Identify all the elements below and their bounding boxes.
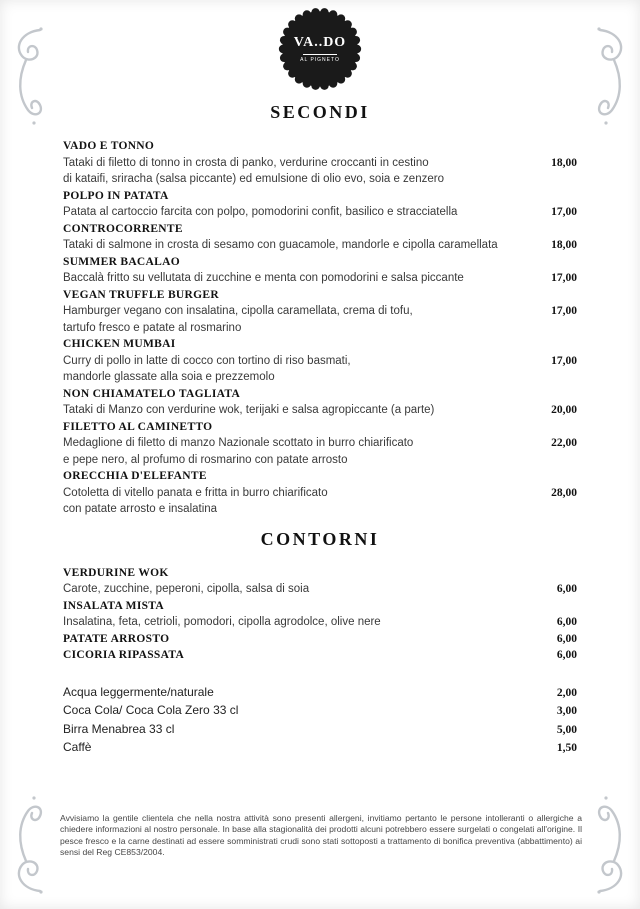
item-desc-row: [63, 171, 577, 188]
item-price: 17,00: [551, 272, 577, 284]
item-name: VADO E TONNO: [63, 140, 155, 152]
item-price: 18,00: [551, 239, 577, 251]
item-name: PATATE ARROSTO: [63, 632, 170, 645]
menu-item: [63, 221, 577, 254]
item-name-row: [63, 287, 577, 304]
item-description: Tataki di salmone in crosta di sesamo con guacamole, mandorle e cipolla caramellata: [63, 239, 498, 251]
menu-item: [63, 138, 577, 188]
item-description: tartufo fresco e patate al rosmarino: [63, 321, 242, 334]
item-price: 17,00: [551, 305, 577, 317]
item-description: e pepe nero, al profumo di rosmarino con patate arrosto: [63, 453, 348, 466]
item-name-row: [63, 221, 577, 238]
item-description: mandorle glassate alla soia e prezzemolo: [63, 371, 275, 383]
item-description: Carote, zucchine, peperoni, cipolla, salsa di soia: [63, 583, 310, 595]
item-description: con patate arrosto e insalatina: [63, 503, 218, 515]
item-name: FILETTO AL CAMINETTO: [63, 420, 213, 433]
section-items: [63, 138, 577, 518]
item-description: Cotoletta di vitello panata e fritta in burro chiarificato: [63, 486, 328, 499]
item-description: Baccalà fritto su vellutata di zucchine e menta con pomodorini e salsa piccante: [63, 272, 464, 284]
item-name-row: [63, 419, 577, 436]
item-description: Medaglione di filetto di manzo Nazionale scottato in burro chiarificato: [63, 437, 414, 449]
item-desc-row: [63, 485, 577, 502]
item-desc-row: [63, 320, 577, 337]
item-price: 6,00: [556, 632, 577, 645]
item-name-row: [63, 254, 577, 271]
drink-price: 2,00: [556, 686, 577, 699]
item-price: 6,00: [556, 583, 577, 595]
drink-price: 3,00: [556, 705, 577, 717]
logo-subtitle: AL PIGNETO: [300, 57, 340, 63]
item-name-row: [63, 336, 577, 353]
item-name-row: [63, 468, 577, 485]
item-desc-row: [63, 501, 577, 518]
menu-item: [63, 386, 577, 419]
logo-text-group: [278, 7, 362, 91]
drink-name: Birra Menabrea 33 cl: [63, 721, 175, 736]
drink-row: [63, 721, 577, 740]
item-desc-row: [63, 270, 577, 287]
corner-flourish-bottom-right: [594, 791, 630, 895]
menu-sections: [63, 102, 577, 664]
drinks-list: [63, 684, 577, 758]
item-desc-row: [63, 614, 577, 631]
item-name: SUMMER BACALAO: [63, 255, 180, 268]
item-desc-row: [63, 435, 577, 452]
item-name: VEGAN TRUFFLE BURGER: [63, 288, 219, 301]
item-name-row: [63, 565, 577, 582]
item-name: CICORIA RIPASSATA: [63, 649, 185, 661]
menu-item: [63, 631, 577, 648]
item-description: di kataifi, sriracha (salsa piccante) ed emulsione di olio evo, soia e zenzero: [63, 173, 444, 185]
item-description: Tataki di filetto di tonno in crosta di panko, verdurine croccanti in cestino: [63, 156, 429, 169]
drink-price: 1,50: [556, 742, 577, 754]
item-price: 28,00: [551, 486, 577, 499]
item-price: 22,00: [551, 437, 577, 449]
item-price: 18,00: [551, 156, 577, 169]
item-name-row: [63, 647, 577, 664]
item-price: 6,00: [556, 616, 577, 628]
item-name-row: [63, 188, 577, 205]
item-description: Insalatina, feta, cetrioli, pomodori, cipolla agrodolce, olive nere: [63, 616, 381, 628]
menu-item: [63, 254, 577, 287]
item-price: 20,00: [551, 404, 577, 416]
item-name-row: [63, 598, 577, 615]
allergen-footer-note: Avvisiamo la gentile clientela che nella nostra attività sono presenti allergeni, invitiamo pertanto le persone intolleranti o allergiche a chiedere informazioni al nostro personale. In base alla stagionalità dei prodotti alcuni potrebbero essere surgelati o congelati all'origine. Il pesce fresco e la carne destinati ad essere somministrati crudi sono stati sottoposti a trattamento di bonifica preventiva (abbattimento) ai sensi del Reg CE853/2004.: [60, 812, 582, 858]
item-description: Hamburger vegano con insalatina, cipolla caramellata, crema di tofu,: [63, 305, 413, 317]
item-price: 17,00: [551, 206, 577, 218]
logo-divider: [303, 54, 337, 55]
item-desc-row: [63, 237, 577, 254]
menu-item: [63, 468, 577, 518]
item-price: 6,00: [556, 649, 577, 661]
item-description: Curry di pollo in latte di cocco con tortino di riso basmati,: [63, 354, 351, 367]
item-desc-row: [63, 303, 577, 320]
corner-flourish-bottom-left: [10, 791, 46, 895]
drink-price: 5,00: [556, 723, 577, 736]
item-desc-row: [63, 369, 577, 386]
item-name-row: [63, 631, 577, 648]
item-name: ORECCHIA D'ELEFANTE: [63, 470, 207, 482]
menu-item: [63, 336, 577, 386]
drink-row: [63, 702, 577, 721]
section-items: [63, 565, 577, 664]
drink-row: [63, 739, 577, 758]
corner-flourish-top-left: [10, 26, 46, 130]
drink-name: Caffè: [63, 740, 92, 754]
item-desc-row: [63, 155, 577, 172]
restaurant-logo-badge: [278, 7, 362, 91]
item-desc-row: [63, 581, 577, 598]
item-name: POLPO IN PATATA: [63, 189, 169, 202]
corner-flourish-top-right: [594, 26, 630, 130]
menu-item: [63, 647, 577, 664]
item-name: VERDURINE WOK: [63, 566, 169, 579]
item-name-row: [63, 386, 577, 403]
item-name: CONTROCORRENTE: [63, 222, 183, 235]
item-desc-row: [63, 204, 577, 221]
item-name: CHICKEN MUMBAI: [63, 338, 176, 350]
logo-title: VA..DO: [293, 35, 347, 50]
item-name: INSALATA MISTA: [63, 599, 165, 612]
item-desc-row: [63, 353, 577, 370]
item-description: Tataki di Manzo con verdurine wok, terijaki e salsa agropiccante (a parte): [63, 404, 435, 416]
menu-content: [0, 102, 640, 758]
item-description: Patata al cartoccio farcita con polpo, pomodorini confit, basilico e stracciatella: [63, 206, 458, 218]
menu-item: [63, 287, 577, 337]
menu-item: [63, 565, 577, 598]
item-desc-row: [63, 452, 577, 469]
item-name-row: [63, 138, 577, 155]
menu-item: [63, 419, 577, 469]
item-price: 17,00: [551, 354, 577, 367]
item-desc-row: [63, 402, 577, 419]
item-name: NON CHIAMATELO TAGLIATA: [63, 387, 241, 400]
section-title: SECONDI: [270, 102, 370, 122]
menu-item: [63, 598, 577, 631]
section-title: CONTORNI: [260, 528, 380, 549]
drink-name: Acqua leggermente/naturale: [63, 684, 214, 699]
drink-name: Coca Cola/ Coca Cola Zero 33 cl: [63, 703, 239, 717]
menu-item: [63, 188, 577, 221]
drink-row: [63, 684, 577, 703]
